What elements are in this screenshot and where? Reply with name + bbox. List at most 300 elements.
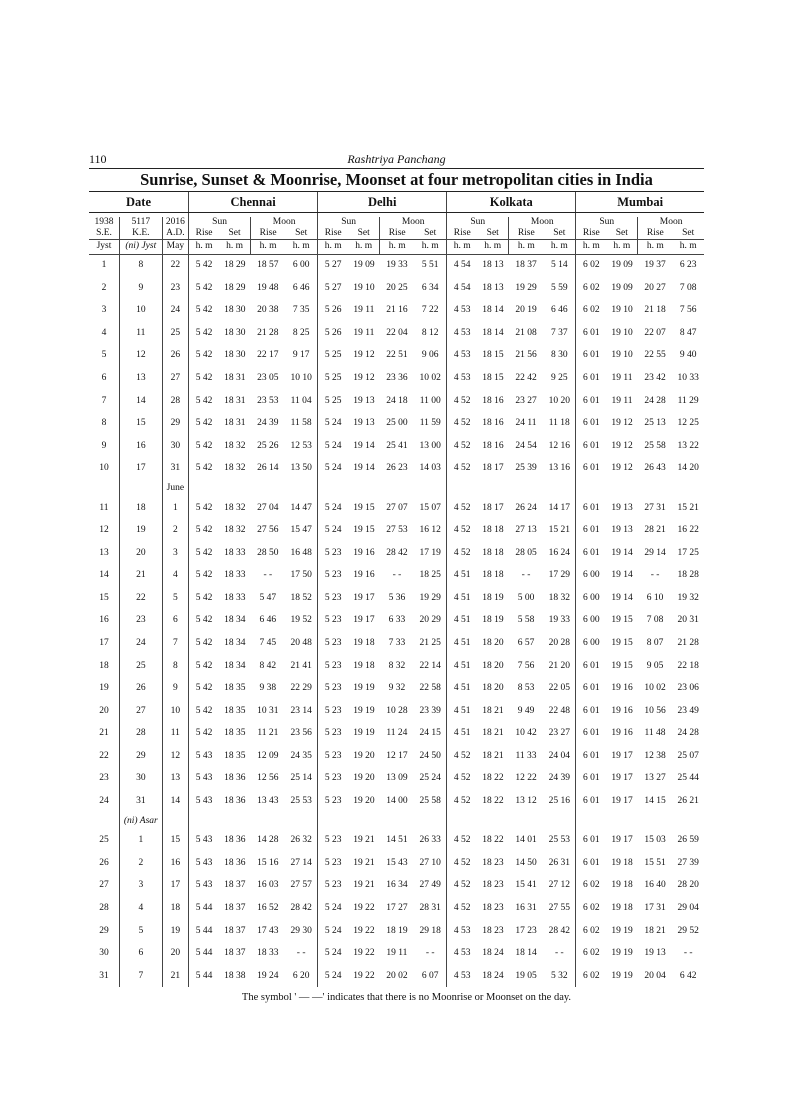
table-cell: 5 42 [189, 497, 219, 520]
table-cell: 27 39 [677, 857, 699, 868]
table-cell: 18 21 [482, 705, 504, 716]
table-row [89, 897, 704, 920]
table-cell: 27 12 [548, 880, 570, 891]
moon-label-delhi: Moon [380, 217, 447, 228]
table-cell: 16 12 [419, 525, 441, 536]
table-row [89, 412, 704, 435]
table-cell [606, 813, 638, 830]
table-row [89, 852, 704, 875]
table-cell: 22 29 [290, 683, 312, 694]
table-cell: 6 01 [576, 322, 606, 345]
table-cell: 24 [99, 795, 109, 806]
table-cell: 29 18 [419, 925, 441, 936]
table-cell: 19 17 [611, 835, 633, 846]
table-cell: 18 38 [224, 970, 246, 981]
table-cell: 9 49 [517, 705, 535, 716]
table-cell: 19 11 [386, 948, 408, 959]
table-cell: 28 42 [548, 925, 570, 936]
table-cell: 5 42 [189, 345, 219, 368]
table-cell: 11 [162, 722, 188, 745]
moon-label-chennai: Moon [251, 217, 318, 228]
table-cell: 5 42 [189, 277, 219, 300]
table-cell: 19 18 [353, 638, 375, 649]
table-cell: 5 23 [318, 722, 348, 745]
table-row [89, 813, 704, 830]
table-cell: 5 27 [318, 277, 348, 300]
rise-label: Rise [576, 228, 606, 240]
table-cell [477, 813, 509, 830]
table-cell: 16 22 [677, 525, 699, 536]
table-cell: 8 30 [550, 350, 568, 361]
table-cell: 4 52 [447, 497, 477, 520]
table-cell [380, 813, 415, 830]
table-cell: 15 47 [290, 525, 312, 536]
table-cell: 4 53 [447, 965, 477, 988]
table-cell: 17 31 [644, 903, 666, 914]
table-cell: 6 01 [576, 790, 606, 813]
table-cell [251, 813, 286, 830]
table-cell: 5 42 [189, 390, 219, 413]
set-label: Set [606, 228, 638, 240]
table-cell: 6 00 [576, 610, 606, 633]
table-cell: 18 14 [482, 327, 504, 338]
table-cell: 5 43 [189, 852, 219, 875]
table-cell: 19 37 [644, 260, 666, 271]
table-cell: 5 42 [189, 565, 219, 588]
table-row [89, 390, 704, 413]
table-cell: 27 07 [386, 502, 408, 513]
table-cell: 19 22 [353, 903, 375, 914]
table-cell: 6 01 [576, 830, 606, 853]
table-cell: 19 52 [290, 615, 312, 626]
table-cell [509, 480, 544, 497]
table-cell: 14 00 [386, 795, 408, 806]
table-cell: 6 02 [576, 965, 606, 988]
unit-label: h. m [477, 239, 509, 254]
table-cell: 19 22 [353, 970, 375, 981]
table-cell: 19 19 [611, 925, 633, 936]
table-cell: 19 22 [353, 925, 375, 936]
table-cell: 18 17 [482, 502, 504, 513]
table-cell: 27 31 [644, 502, 666, 513]
table-cell: 12 [119, 345, 162, 368]
table-cell: 4 54 [447, 254, 477, 277]
table-cell: 21 18 [644, 305, 666, 316]
table-cell: 6 02 [576, 920, 606, 943]
city-header-mumbai: Mumbai [576, 192, 704, 213]
table-cell: 20 19 [515, 305, 537, 316]
table-row [89, 610, 704, 633]
table-cell: 19 10 [611, 350, 633, 361]
table-cell: 5 26 [318, 322, 348, 345]
table-cell: 6 57 [517, 638, 535, 649]
table-cell: 30 [99, 948, 109, 959]
table-cell: 4 52 [447, 897, 477, 920]
table-cell [576, 480, 606, 497]
table-cell: 26 31 [548, 857, 570, 868]
table-cell: 5 36 [388, 592, 406, 603]
table-cell: 18 22 [482, 835, 504, 846]
table-cell: 10 28 [386, 705, 408, 716]
table-cell: 5 44 [189, 897, 219, 920]
footnote: The symbol ' — —' indicates that there is no Moonrise or Moonset on the day. [241, 992, 572, 1004]
table-cell: 12 17 [386, 750, 408, 761]
table-cell: 19 16 [353, 547, 375, 558]
table-cell [89, 813, 119, 830]
table-cell: 4 53 [447, 920, 477, 943]
set-label: Set [285, 228, 318, 240]
table-cell: 18 19 [386, 925, 408, 936]
table-title: Sunrise, Sunset & Moonrise, Moonset at four metropolitan cities in India [89, 168, 704, 192]
table-cell: 11 29 [677, 395, 699, 406]
table-cell: 19 13 [644, 948, 666, 959]
table-cell [318, 813, 348, 830]
table-cell: 18 15 [482, 373, 504, 383]
table-cell: 19 16 [611, 705, 633, 716]
table-cell: 7 56 [517, 660, 535, 671]
table-cell [119, 480, 162, 497]
table-cell: 19 17 [353, 615, 375, 626]
table-cell: 25 53 [290, 795, 312, 806]
sun-label-chennai: Sun [189, 217, 251, 228]
table-cell: 5 24 [318, 520, 348, 543]
table-cell: 16 31 [515, 903, 537, 914]
table-cell: 11 48 [644, 728, 666, 739]
table-cell: 18 16 [482, 418, 504, 429]
table-cell: 21 [99, 728, 109, 739]
table-cell: 14 50 [515, 857, 537, 868]
table-row [89, 722, 704, 745]
table-cell: 11 24 [386, 728, 408, 739]
table-cell: 21 20 [548, 660, 570, 671]
table-cell: 7 08 [679, 282, 697, 293]
table-cell: 4 51 [447, 700, 477, 723]
table-cell: 13 [119, 367, 162, 390]
table-cell: 23 27 [548, 728, 570, 739]
table-cell [189, 480, 219, 497]
table-cell: 18 29 [224, 260, 246, 271]
table-cell: 14 17 [548, 502, 570, 513]
table-cell: 28 20 [677, 880, 699, 891]
table-cell: 19 13 [611, 502, 633, 513]
table-cell: 5 42 [189, 322, 219, 345]
table-cell: 19 17 [353, 592, 375, 603]
table-cell: 25 07 [677, 750, 699, 761]
table-cell: 24 [119, 632, 162, 655]
month-ke: (ni) Jyst [119, 239, 162, 254]
month-ad: May [162, 239, 188, 254]
table-cell [447, 813, 477, 830]
table-cell: 6 02 [576, 277, 606, 300]
table-cell: 5 24 [318, 942, 348, 965]
table-cell: 4 51 [447, 565, 477, 588]
table-cell: 4 53 [447, 367, 477, 390]
table-cell: 18 31 [224, 373, 246, 383]
table-cell: 5 24 [318, 497, 348, 520]
table-cell: 18 20 [482, 683, 504, 694]
month-se: Jyst [89, 239, 119, 254]
table-cell [162, 813, 188, 830]
table-cell: 4 52 [447, 768, 477, 791]
table-cell: 6 02 [576, 897, 606, 920]
table-cell: 6 20 [292, 970, 310, 981]
table-cell: 11 18 [548, 418, 570, 429]
unit-label: h. m [380, 239, 415, 254]
table-cell: 18 35 [224, 705, 246, 716]
table-cell: - - [683, 948, 693, 959]
table-cell: - - [296, 948, 306, 959]
table-cell: 18 30 [224, 305, 246, 316]
table-cell: 15 [99, 592, 109, 603]
unit-label: h. m [219, 239, 251, 254]
table-cell: 10 [119, 300, 162, 323]
table-cell: 28 21 [644, 525, 666, 536]
table-cell: 19 11 [611, 373, 633, 383]
table-cell: 24 35 [290, 750, 312, 761]
table-cell: 22 55 [644, 350, 666, 361]
unit-label: h. m [414, 239, 447, 254]
table-cell: 5 23 [318, 852, 348, 875]
table-cell: 24 [162, 300, 188, 323]
table-cell: 19 33 [548, 615, 570, 626]
table-cell: 29 52 [677, 925, 699, 936]
table-cell: 5 42 [189, 300, 219, 323]
table-cell: 5 23 [318, 542, 348, 565]
table-cell: 23 05 [257, 373, 279, 383]
table-cell: 28 [162, 390, 188, 413]
table-cell [509, 813, 544, 830]
moon-label-kolkata: Moon [509, 217, 576, 228]
table-cell: 6 01 [576, 497, 606, 520]
table-cell: 6 46 [550, 305, 568, 316]
table-cell: 7 [101, 395, 107, 406]
table-cell: 5 24 [318, 920, 348, 943]
unit-label: h. m [576, 239, 606, 254]
table-cell: 6 01 [576, 722, 606, 745]
table-cell: 22 05 [548, 683, 570, 694]
table-cell: 7 37 [550, 327, 568, 338]
table-row [89, 520, 704, 543]
table-cell: 19 24 [257, 970, 279, 981]
table-cell: 12 22 [515, 773, 537, 784]
table-cell: 28 50 [257, 547, 279, 558]
table-cell: 18 33 [257, 948, 279, 959]
table-cell: 27 10 [419, 857, 441, 868]
table-cell: 4 52 [447, 745, 477, 768]
table-cell: 18 23 [482, 857, 504, 868]
table-cell: 5 43 [189, 745, 219, 768]
table-cell: 6 01 [576, 412, 606, 435]
table-cell: 10 02 [419, 373, 441, 383]
table-cell: 6 01 [576, 367, 606, 390]
table-cell: 4 52 [447, 390, 477, 413]
table-cell: 21 28 [677, 638, 699, 649]
table-cell: 20 [162, 942, 188, 965]
table-cell: 6 01 [576, 390, 606, 413]
table-cell: 5 23 [318, 677, 348, 700]
table-cell: 16 40 [644, 880, 666, 891]
table-cell: 30 [119, 768, 162, 791]
table-cell [638, 480, 673, 497]
table-cell: 19 12 [353, 373, 375, 383]
table-cell: 18 19 [482, 592, 504, 603]
table-cell: 9 40 [679, 350, 697, 361]
table-cell: 5 42 [189, 587, 219, 610]
table-cell: 18 22 [482, 795, 504, 806]
rise-label: Rise [638, 228, 673, 240]
table-cell: 4 51 [447, 587, 477, 610]
era-se-label: S.E. [89, 228, 119, 240]
table-cell: 5 58 [517, 615, 535, 626]
table-cell: 4 52 [447, 435, 477, 458]
table-cell: 24 39 [548, 773, 570, 784]
table-cell: 4 [162, 565, 188, 588]
table-cell: 18 32 [224, 463, 246, 474]
table-cell: 19 12 [353, 350, 375, 361]
table-cell [89, 480, 119, 497]
table-cell: 27 [119, 700, 162, 723]
table-cell: 10 31 [257, 705, 279, 716]
table-cell: 5 32 [550, 970, 568, 981]
table-cell: 22 [99, 750, 109, 761]
table-cell: 19 48 [257, 282, 279, 293]
table-cell: 16 34 [386, 880, 408, 891]
table-cell: 20 25 [386, 282, 408, 293]
table-cell: 18 24 [482, 948, 504, 959]
table-cell: 15 51 [644, 857, 666, 868]
table-cell: 4 51 [447, 655, 477, 678]
table-cell: 19 18 [353, 660, 375, 671]
table-cell [447, 480, 477, 497]
table-cell [414, 813, 447, 830]
table-cell: 5 23 [318, 587, 348, 610]
table-cell: 24 54 [515, 440, 537, 451]
table-cell: 4 52 [447, 412, 477, 435]
table-cell: 9 17 [292, 350, 310, 361]
table-cell: 5 47 [259, 592, 277, 603]
table-cell: 4 52 [447, 457, 477, 480]
table-cell: 22 42 [515, 373, 537, 383]
table-cell: 25 26 [257, 440, 279, 451]
table-body [89, 254, 704, 987]
table-cell: 16 52 [257, 903, 279, 914]
sun-label-mumbai: Sun [576, 217, 638, 228]
table-cell: 14 28 [257, 835, 279, 846]
table-cell: 26 14 [257, 463, 279, 474]
table-cell: 5 23 [318, 830, 348, 853]
table-cell: 7 08 [646, 615, 664, 626]
table-cell: 2 [101, 282, 107, 293]
table-cell: 12 [162, 745, 188, 768]
table-cell: 18 35 [224, 683, 246, 694]
era-ke-label: K.E. [119, 228, 162, 240]
table-cell: 18 33 [224, 570, 246, 581]
table-cell: 9 32 [388, 683, 406, 694]
era-ke-year: 5117 [119, 217, 162, 228]
table-cell: 29 30 [290, 925, 312, 936]
table-row [89, 875, 704, 898]
table-cell: 6 00 [292, 260, 310, 271]
table-cell: 19 21 [353, 835, 375, 846]
table-cell: 9 [162, 677, 188, 700]
table-cell: 18 15 [482, 350, 504, 361]
table-cell: 23 36 [386, 373, 408, 383]
table-cell: 18 13 [482, 282, 504, 293]
unit-label: h. m [672, 239, 704, 254]
table-cell: 17 [162, 875, 188, 898]
table-cell: 6 01 [576, 655, 606, 678]
rise-label: Rise [447, 228, 477, 240]
city-header-delhi: Delhi [318, 192, 447, 213]
table-cell: 19 13 [353, 395, 375, 406]
table-row [89, 435, 704, 458]
table-cell: 16 24 [548, 547, 570, 558]
table-row [89, 920, 704, 943]
table-cell: - - [521, 570, 531, 581]
table-cell: 15 16 [257, 857, 279, 868]
table-cell: 12 56 [257, 773, 279, 784]
table-cell: 19 13 [353, 418, 375, 429]
table-cell: 27 13 [515, 525, 537, 536]
table-cell: 19 19 [353, 728, 375, 739]
table-cell: 12 09 [257, 750, 279, 761]
table-cell: 20 04 [644, 970, 666, 981]
table-cell: 20 27 [644, 282, 666, 293]
table-cell: 27 56 [257, 525, 279, 536]
table-cell: 19 19 [353, 683, 375, 694]
sun-label-delhi: Sun [318, 217, 380, 228]
table-cell: 12 [99, 525, 109, 536]
table-cell: 24 28 [644, 395, 666, 406]
table-cell: 19 13 [611, 525, 633, 536]
table-cell: 22 48 [548, 705, 570, 716]
table-cell [219, 813, 251, 830]
set-label: Set [477, 228, 509, 240]
table-cell: 5 43 [189, 768, 219, 791]
table-cell: 6 01 [576, 457, 606, 480]
rise-label: Rise [251, 228, 286, 240]
table-cell: 18 52 [290, 592, 312, 603]
table-cell: 13 00 [419, 440, 441, 451]
date-header: Date [89, 192, 189, 213]
set-label: Set [414, 228, 447, 240]
table-cell: 28 42 [386, 547, 408, 558]
table-cell: 5 44 [189, 920, 219, 943]
table-cell: 18 36 [224, 857, 246, 868]
rise-label: Rise [509, 228, 544, 240]
table-cell: 7 45 [259, 638, 277, 649]
table-cell: 19 29 [419, 592, 441, 603]
table-cell: 26 43 [644, 463, 666, 474]
table-cell: 17 19 [419, 547, 441, 558]
table-cell: 31 [162, 457, 188, 480]
table-cell: 21 [119, 565, 162, 588]
table-cell: 23 39 [419, 705, 441, 716]
table-row [89, 587, 704, 610]
table-cell: 17 29 [548, 570, 570, 581]
table-cell: 18 33 [224, 592, 246, 603]
table-cell: 23 [162, 277, 188, 300]
table-cell: 17 23 [515, 925, 537, 936]
table-cell: 23 [99, 773, 109, 784]
table-cell: 5 42 [189, 632, 219, 655]
table-cell: 18 21 [644, 925, 666, 936]
table-cell: 5 23 [318, 610, 348, 633]
table-cell: 19 17 [611, 773, 633, 784]
table-cell: - - [392, 570, 402, 581]
table-cell: 4 52 [447, 542, 477, 565]
table-cell: 19 14 [611, 547, 633, 558]
